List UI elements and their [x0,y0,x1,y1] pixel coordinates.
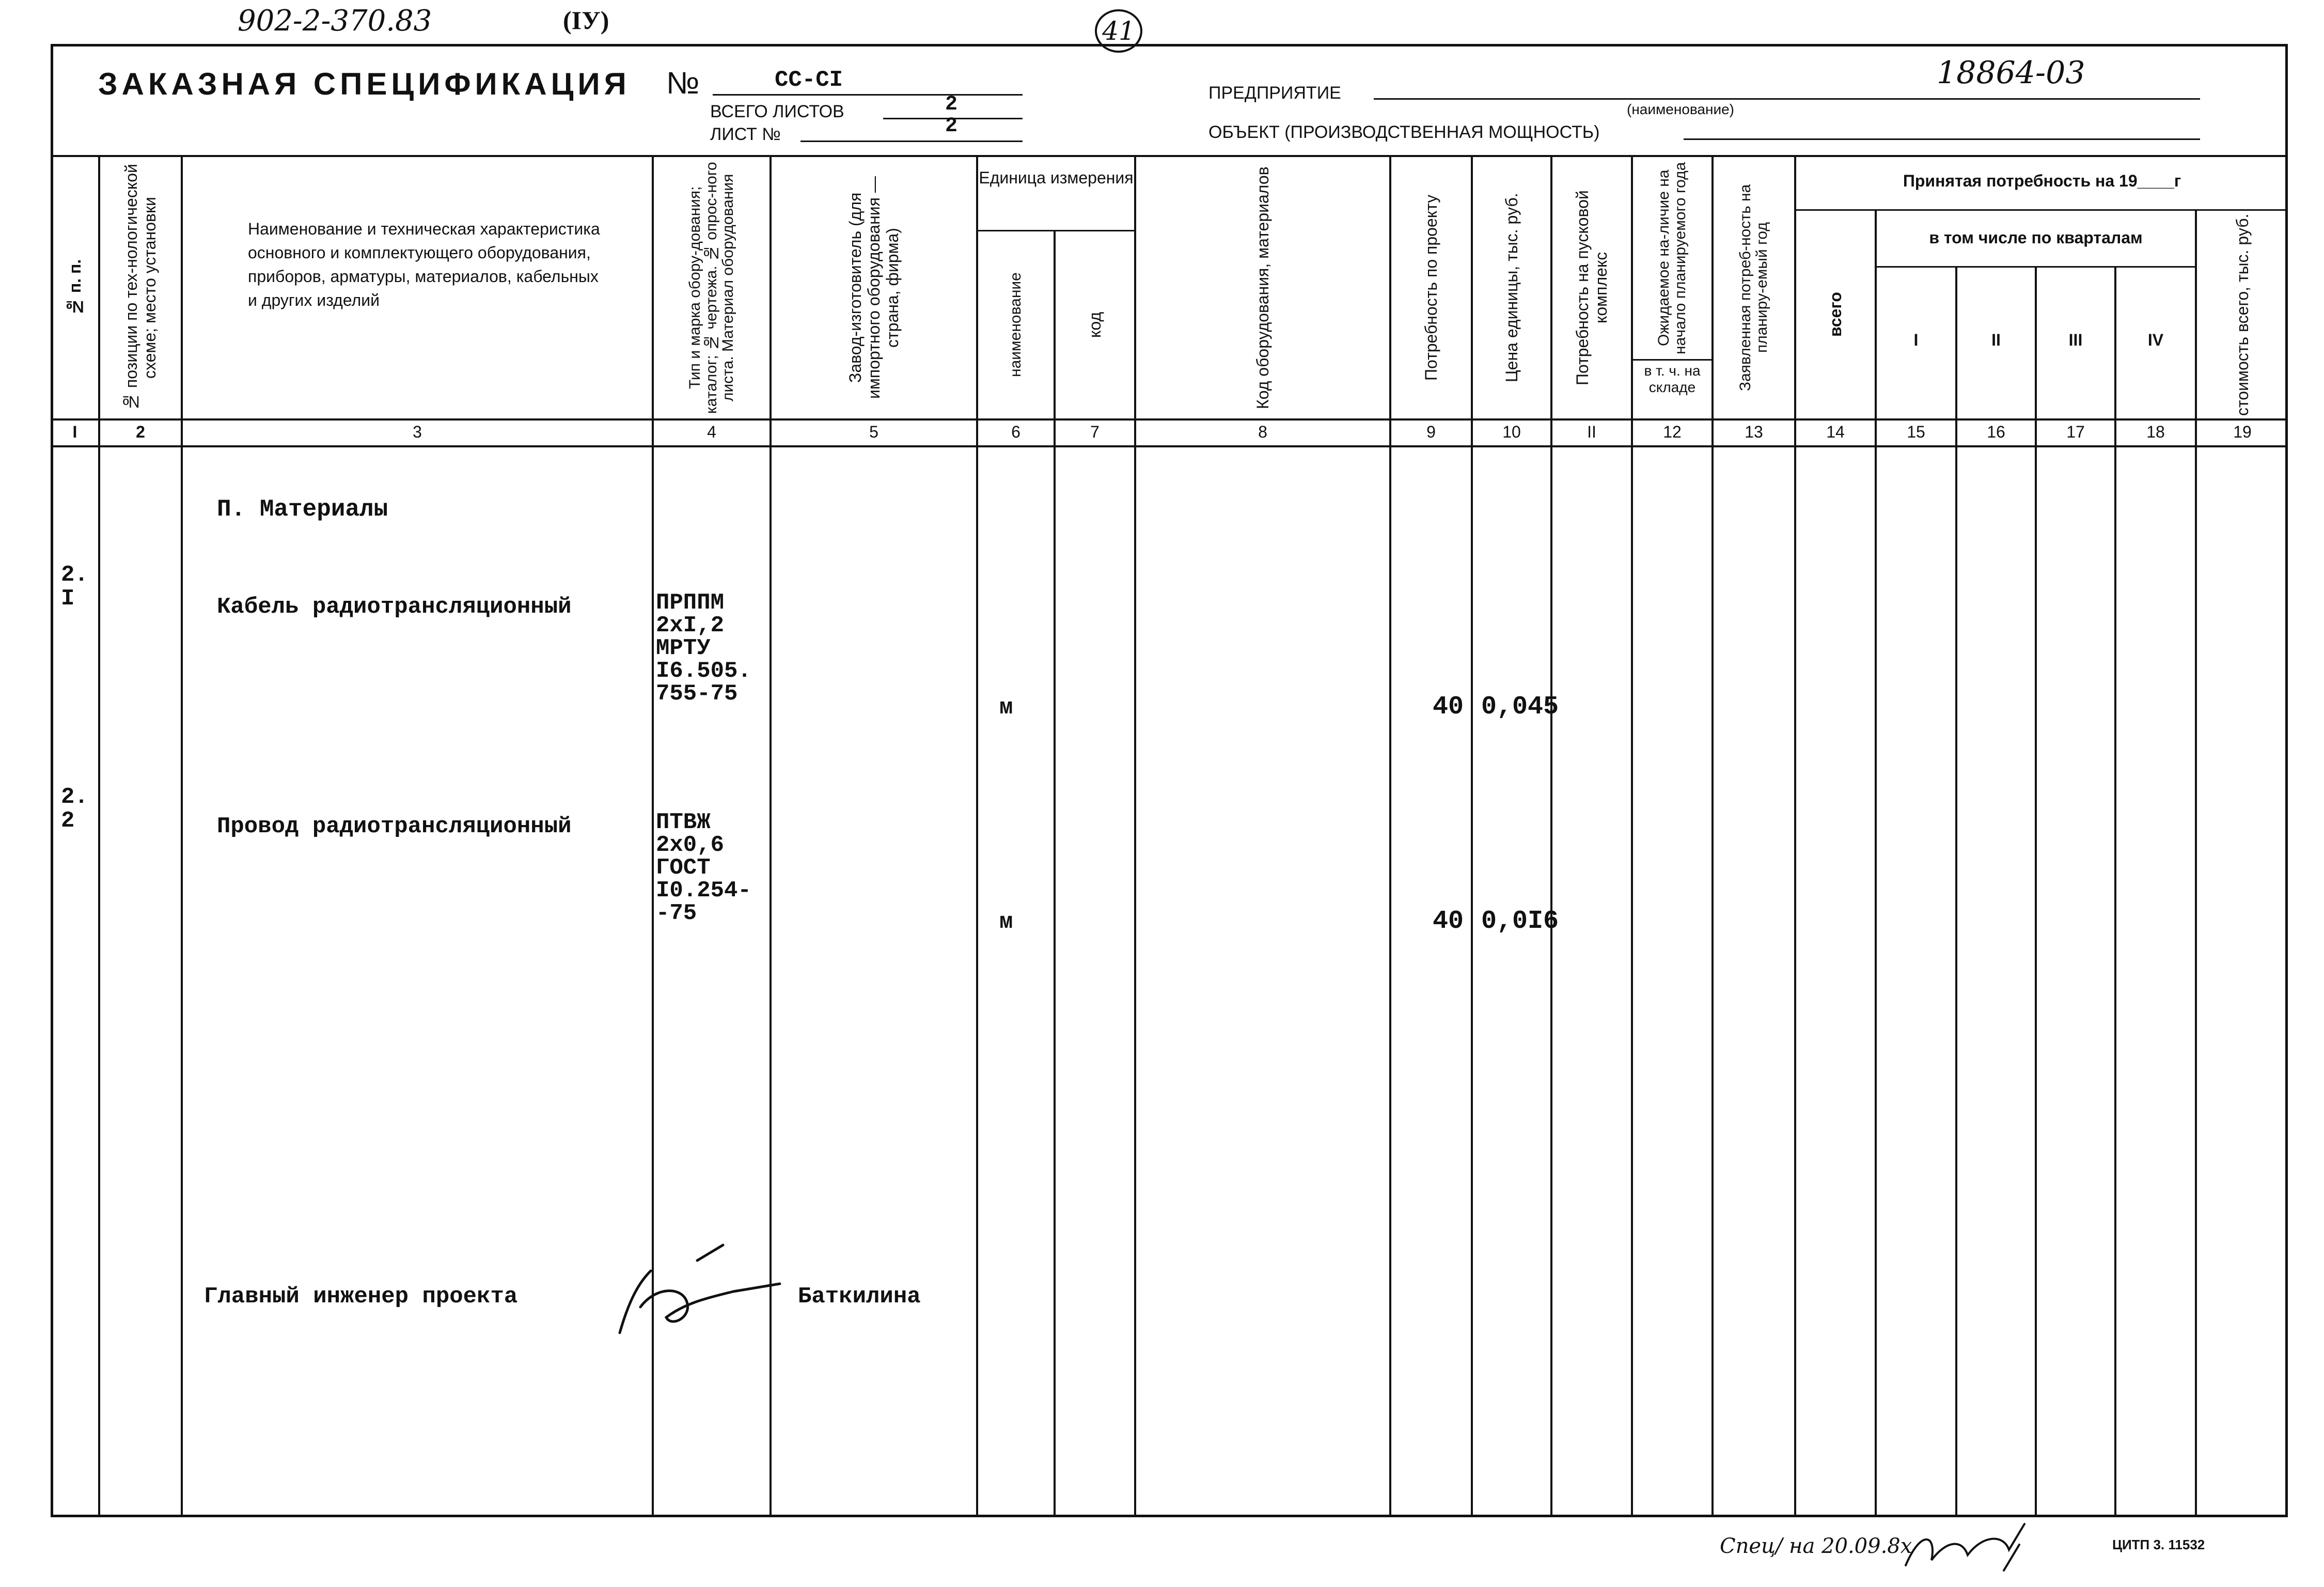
total-sheets-label: ВСЕГО ЛИСТОВ [710,102,844,121]
signature-name: Баткилина [798,1284,921,1310]
series-code: 902-2-370.83 [238,4,432,38]
header-c2: № позиции по тех-нологической схеме; место установки [122,164,159,412]
colnum-10: 10 [1502,423,1521,441]
header-c4: Тип и марка обору-дования; каталог; № чертежа. № опрос-ного листа. Материал оборудования [686,162,736,414]
header-c15: I [1913,331,1919,349]
colnum-19: 19 [2233,423,2252,441]
signature-mark [609,1240,790,1353]
header-c1: № п. п. [66,259,84,317]
header-c3: Наименование и техническая характеристика основного и комплектующего оборудования, приборов, арматуры, материалов, кабельных и других изделий [248,220,600,309]
stamp-code: ЦИТП 3. 11532 [2112,1537,2205,1552]
total-sheets-value: 2 [945,93,958,116]
row-number: 2.I [61,562,88,612]
header-c12-bottom: в т. ч. на складе [1644,363,1701,395]
item-type-line: -75 [656,900,697,926]
colnum-bottom-rule [52,445,2288,447]
unit-name: м [999,909,1013,935]
col-sep-14 [1875,209,1877,1516]
header-c16: II [1991,331,2001,349]
qty-per-project: 40 [1432,907,1464,936]
header-quarters-group: в том числе по кварталам [1929,228,2143,247]
row-number: 2.2 [61,784,88,834]
colnum-11: II [1587,423,1596,441]
header-c11: Потребность на пусковой комплекс [1573,190,1610,385]
spec-no-value: СС-СI [775,67,843,93]
colnum-16: 16 [1987,423,2005,441]
colnum-1: I [72,423,77,441]
colnum-7: 7 [1090,423,1100,441]
header-accepted-group: Принятая потребность на 19____г [1903,172,2181,190]
colnum-4: 4 [707,423,716,441]
footer-signature-mark [1901,1519,2035,1581]
header-c14: всего [1826,292,1845,337]
sheet-value: 2 [945,115,958,138]
col-sep-17 [2114,266,2116,1516]
item-type-line: 2х0,6 [656,832,725,858]
section-title: П. Материалы [217,496,388,523]
item-type [656,811,751,925]
c12-split-rule [1631,359,1711,361]
col-sep-15 [1955,266,1957,1516]
header-c10: Цена единицы, тыс. руб. [1502,193,1521,383]
header-c6: наименование [1007,272,1024,378]
colnum-2: 2 [136,423,145,441]
volume-marker: (IУ) [563,6,609,35]
item-type-line: ПТВЖ [656,810,711,835]
header-c8: Код оборудования, материалов [1253,166,1272,409]
col-sep-16 [2035,266,2037,1516]
colnum-9: 9 [1426,423,1436,441]
item-type-line: МРТУ [656,635,711,661]
colnum-15: 15 [1907,423,1925,441]
item-name: Провод радиотрансляционный [217,814,572,839]
name-note: (наименование) [1627,101,1734,117]
item-type-line: I6.505. [656,658,751,684]
spec-no-label: № [666,66,700,100]
item-type-line: 755-75 [656,681,738,707]
header-c5: Завод-изготовитель (для импортного оборудования —страна, фирма) [846,176,902,399]
colnum-12: 12 [1663,423,1682,441]
item-type-line: ПРППМ [656,590,725,616]
unit-name: м [999,695,1013,721]
document-title: ЗАКАЗНАЯ СПЕЦИФИКАЦИЯ [98,67,631,101]
unit-price: 0,045 [1481,692,1559,722]
sheet-underline [800,141,1023,142]
sheet-label: ЛИСТ № [710,125,781,144]
colnum-17: 17 [2066,423,2085,441]
object-label: ОБЪЕКТ (ПРОИЗВОДСТВЕННАЯ МОЩНОСТЬ) [1208,122,1600,142]
colnum-5: 5 [869,423,878,441]
object-underline [1684,138,2200,140]
header-c18: IV [2147,331,2164,349]
page-number: 41 [1095,9,1142,53]
colnum-14: 14 [1826,423,1845,441]
handwritten-note: Спец/ на 20.09.8x [1720,1534,1912,1558]
header-c7: код [1086,312,1104,338]
qty-per-project: 40 [1432,692,1464,722]
item-type-line: 2хI,2 [656,613,725,639]
item-type-line: I0.254- [656,878,751,904]
col-sep-2 [181,155,183,1516]
header-bottom-rule [52,418,2288,421]
item-type-line: ГОСТ [656,855,711,881]
header-c13: Заявленная потреб-ность на планиру-емый год [1737,184,1770,392]
enterprise-label: ПРЕДПРИЯТИЕ [1208,83,1341,103]
enterprise-value: 18864-03 [1937,55,2085,91]
item-name: Кабель радиотрансляционный [217,594,572,620]
header-c19: стоимость всего, тыс. руб. [2233,213,2252,416]
spec-no-underline [713,94,1023,96]
header-c12-top: Ожидаемое на-личие на начало планируемого года [1655,162,1689,354]
header-c17: III [2068,331,2083,349]
colnum-6: 6 [1011,423,1020,441]
header-unit-group: Единица измерения [979,168,1134,187]
enterprise-underline [1374,98,2200,100]
item-type [656,592,751,705]
col-sep-11 [1631,155,1633,1516]
header-c9: Потребность по проекту [1422,194,1440,381]
colnum-18: 18 [2146,423,2165,441]
colnum-8: 8 [1258,423,1267,441]
unit-price: 0,0I6 [1481,907,1559,936]
colnum-3: 3 [413,423,422,441]
signature-role: Главный инженер проекта [204,1284,518,1310]
colnum-13: 13 [1745,423,1763,441]
